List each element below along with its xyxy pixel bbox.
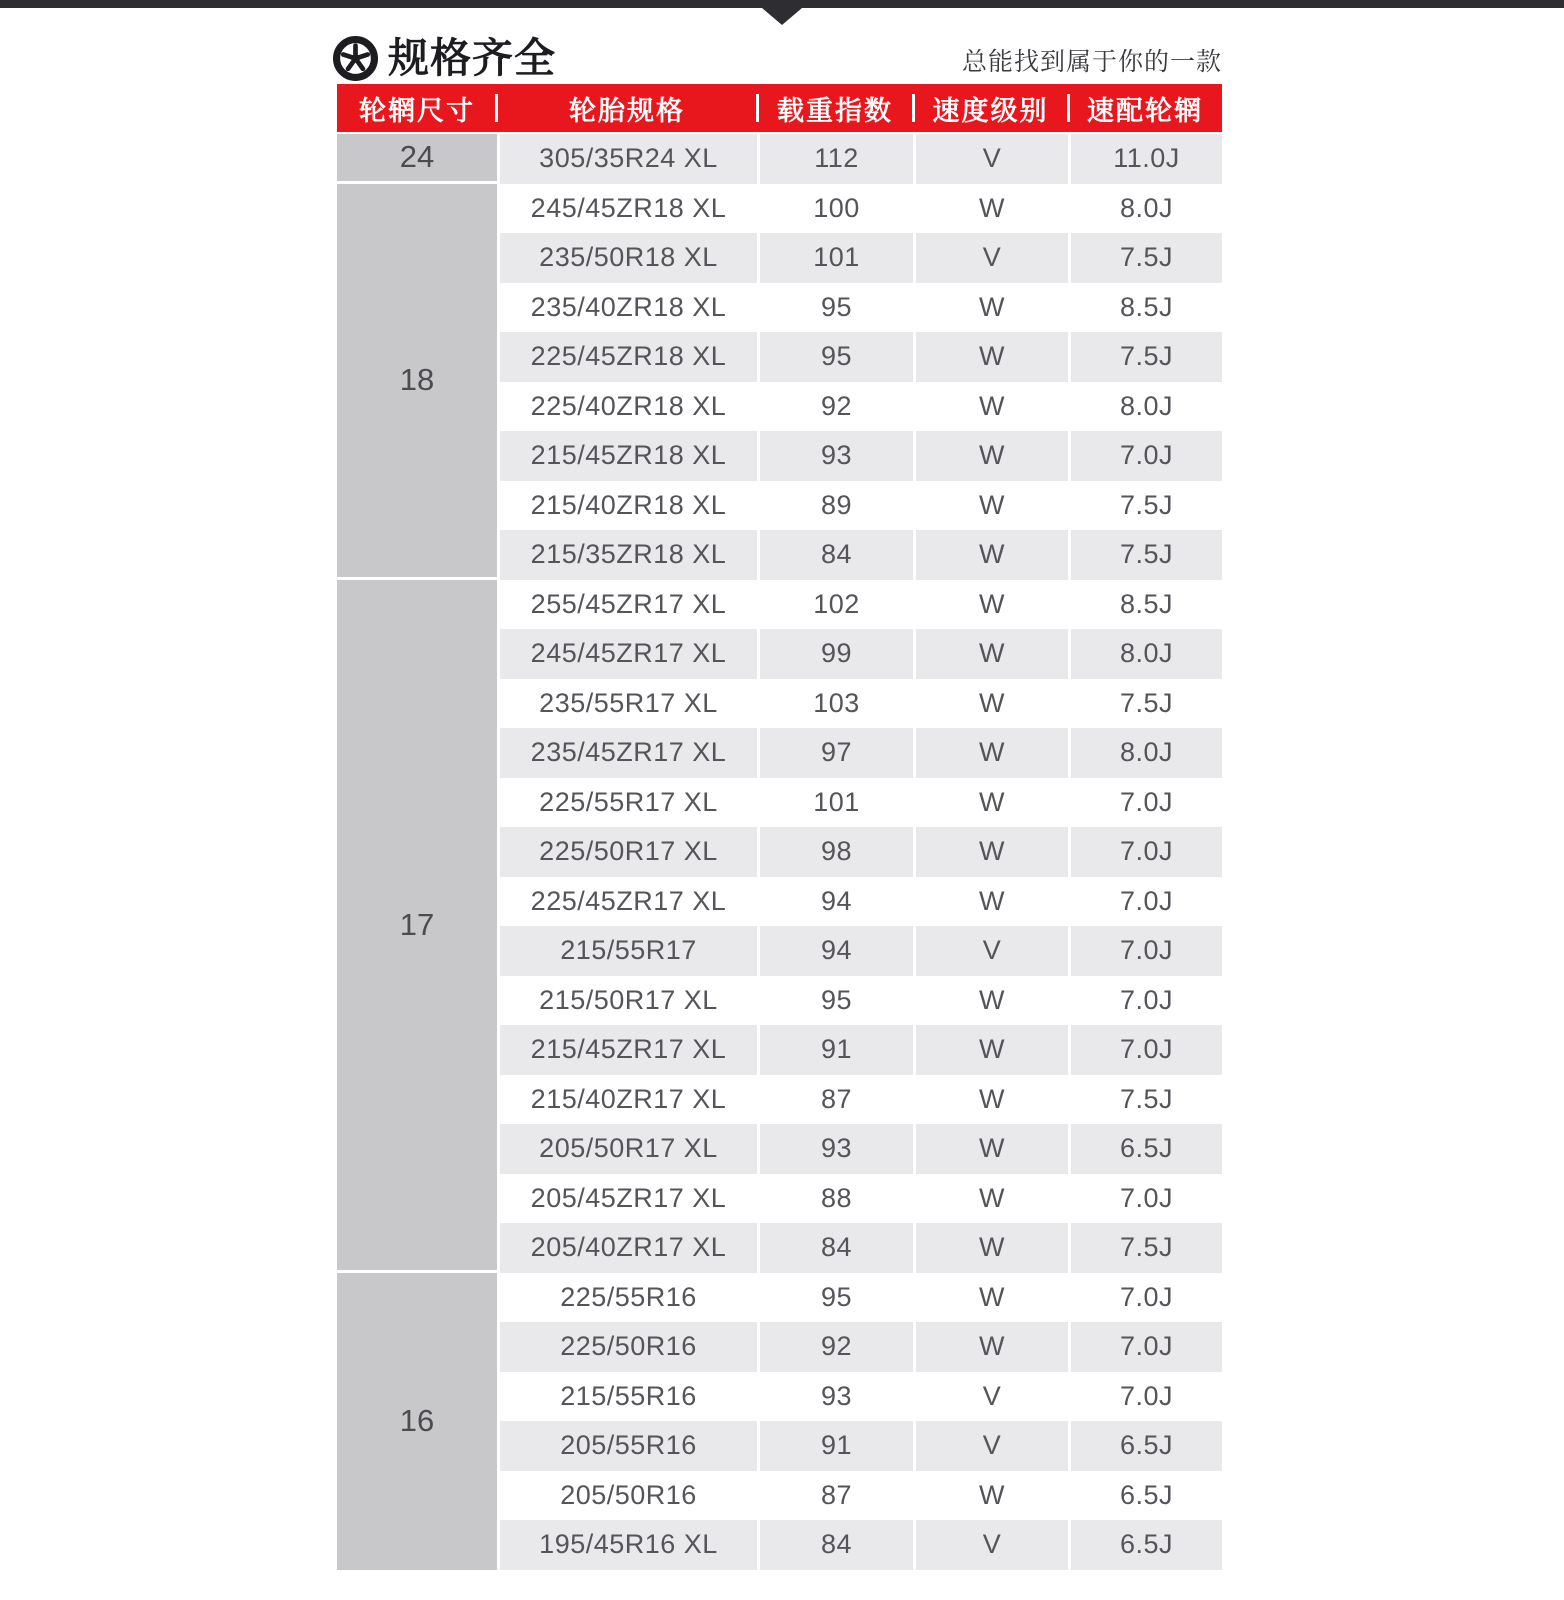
speed-rating-cell: W — [916, 481, 1068, 531]
speed-rating-cell: W — [916, 1322, 1068, 1372]
load-index-cell: 93 — [760, 431, 913, 481]
tire-spec-cell: 215/55R16 — [500, 1372, 757, 1422]
table-row — [500, 1124, 1222, 1174]
rim-size-group-cell — [337, 134, 497, 181]
table-row — [500, 1025, 1222, 1075]
speed-rating-cell: W — [916, 1174, 1068, 1224]
table-row — [500, 1273, 1222, 1323]
rim-width-cell: 7.0J — [1071, 926, 1222, 976]
load-index-cell: 89 — [760, 481, 913, 531]
page-subtitle: 总能找到属于你的一款 — [961, 48, 1222, 76]
speed-rating-cell: W — [916, 283, 1068, 333]
table-rows — [500, 134, 1222, 1570]
tire-spec-cell: 225/50R17 XL — [500, 827, 757, 877]
rim-size-label: 18 — [399, 362, 435, 397]
load-index-cell: 93 — [760, 1124, 913, 1174]
load-index-cell: 84 — [760, 1520, 913, 1570]
load-index-cell: 84 — [760, 530, 913, 580]
tire-spec-cell: 245/45ZR17 XL — [500, 629, 757, 679]
speed-rating-cell: W — [916, 1223, 1068, 1273]
tire-spec-cell: 215/35ZR18 XL — [500, 530, 757, 580]
tire-spec-cell: 235/55R17 XL — [500, 679, 757, 729]
tire-spec-cell: 205/55R16 — [500, 1421, 757, 1471]
table-row — [500, 1322, 1222, 1372]
rim-size-label: 16 — [399, 1403, 435, 1438]
rim-size-label: 24 — [399, 139, 435, 175]
speed-rating-cell: W — [916, 332, 1068, 382]
speed-rating-cell: W — [916, 1273, 1068, 1323]
speed-rating-cell: W — [916, 1471, 1068, 1521]
rim-width-cell: 7.0J — [1071, 1174, 1222, 1224]
load-index-cell: 87 — [760, 1471, 913, 1521]
speed-rating-cell: W — [916, 1124, 1068, 1174]
load-index-cell: 87 — [760, 1075, 913, 1125]
table-row — [500, 1372, 1222, 1422]
table-row — [500, 629, 1222, 679]
table-row — [500, 530, 1222, 580]
column-header-speed-rating: 速度级别 — [932, 95, 1049, 126]
load-index-cell: 94 — [760, 877, 913, 927]
speed-rating-cell: W — [916, 778, 1068, 828]
tire-spec-cell: 225/55R17 XL — [500, 778, 757, 828]
speed-rating-cell: V — [916, 1421, 1068, 1471]
speed-rating-cell: W — [916, 431, 1068, 481]
speed-rating-cell: W — [916, 827, 1068, 877]
spec-table — [337, 84, 1222, 1570]
rim-width-cell: 7.0J — [1071, 1372, 1222, 1422]
load-index-cell: 88 — [760, 1174, 913, 1224]
table-row — [500, 283, 1222, 333]
table-row — [500, 976, 1222, 1026]
wheel-icon — [333, 36, 378, 81]
tire-spec-cell: 305/35R24 XL — [500, 134, 757, 184]
load-index-cell: 95 — [760, 976, 913, 1026]
table-row — [500, 1174, 1222, 1224]
rim-width-cell: 7.5J — [1071, 1223, 1222, 1273]
table-row — [500, 134, 1222, 184]
table-header-row — [337, 84, 1222, 132]
rim-width-cell: 7.5J — [1071, 332, 1222, 382]
column-header-rim-match: 速配轮辋 — [1087, 95, 1203, 126]
load-index-cell: 100 — [760, 184, 913, 234]
tire-spec-cell: 215/45ZR17 XL — [500, 1025, 757, 1075]
speed-rating-cell: W — [916, 580, 1068, 630]
table-row — [500, 1421, 1222, 1471]
rim-width-cell: 7.0J — [1071, 877, 1222, 927]
speed-rating-cell: W — [916, 728, 1068, 778]
tire-spec-cell: 205/45ZR17 XL — [500, 1174, 757, 1224]
load-index-cell: 95 — [760, 332, 913, 382]
table-row — [500, 728, 1222, 778]
table-row — [500, 778, 1222, 828]
table-row — [500, 926, 1222, 976]
tire-spec-cell: 235/45ZR17 XL — [500, 728, 757, 778]
rim-width-cell: 7.0J — [1071, 1025, 1222, 1075]
load-index-cell: 97 — [760, 728, 913, 778]
speed-rating-cell: W — [916, 382, 1068, 432]
tire-spec-cell: 215/45ZR18 XL — [500, 431, 757, 481]
speed-rating-cell: W — [916, 1075, 1068, 1125]
rim-width-cell: 7.0J — [1071, 778, 1222, 828]
tire-spec-cell: 215/50R17 XL — [500, 976, 757, 1026]
rim-width-cell: 8.0J — [1071, 184, 1222, 234]
tire-spec-cell: 225/45ZR18 XL — [500, 332, 757, 382]
rim-width-cell: 7.5J — [1071, 481, 1222, 531]
table-row — [500, 1471, 1222, 1521]
tire-spec-cell: 215/40ZR18 XL — [500, 481, 757, 531]
table-row — [500, 481, 1222, 531]
rim-width-cell: 7.0J — [1071, 827, 1222, 877]
rim-size-group-cell — [337, 580, 497, 1270]
rim-width-cell: 6.5J — [1071, 1421, 1222, 1471]
table-row — [500, 679, 1222, 729]
rim-width-cell: 6.5J — [1071, 1124, 1222, 1174]
rim-width-cell: 8.5J — [1071, 283, 1222, 333]
rim-width-cell: 7.0J — [1071, 431, 1222, 481]
load-index-cell: 84 — [760, 1223, 913, 1273]
table-row — [500, 332, 1222, 382]
rim-width-cell: 8.0J — [1071, 728, 1222, 778]
rim-size-label: 17 — [399, 906, 435, 942]
tire-spec-cell: 235/40ZR18 XL — [500, 283, 757, 333]
rim-size-group-cell — [337, 1273, 497, 1570]
load-index-cell: 101 — [760, 778, 913, 828]
notch-triangle-icon — [762, 8, 802, 25]
table-row — [500, 184, 1222, 234]
speed-rating-cell: V — [916, 1520, 1068, 1570]
speed-rating-cell: V — [916, 233, 1068, 283]
load-index-cell: 92 — [760, 1322, 913, 1372]
speed-rating-cell: W — [916, 679, 1068, 729]
rim-size-group-cell — [337, 184, 497, 577]
table-row — [500, 1520, 1222, 1570]
table-row — [500, 382, 1222, 432]
load-index-cell: 112 — [760, 134, 913, 184]
tire-spec-cell: 235/50R18 XL — [500, 233, 757, 283]
column-header-load-index: 载重指数 — [777, 95, 893, 126]
rim-width-cell: 8.0J — [1071, 629, 1222, 679]
rim-width-cell: 8.5J — [1071, 580, 1222, 630]
tire-spec-cell: 225/40ZR18 XL — [500, 382, 757, 432]
top-bar — [0, 0, 1564, 8]
load-index-cell: 94 — [760, 926, 913, 976]
tire-spec-cell: 205/50R16 — [500, 1471, 757, 1521]
tire-spec-cell: 205/40ZR17 XL — [500, 1223, 757, 1273]
column-header-tire-spec: 轮胎规格 — [569, 95, 685, 126]
table-row — [500, 827, 1222, 877]
rim-width-cell: 7.5J — [1071, 530, 1222, 580]
table-row — [500, 877, 1222, 927]
table-body — [337, 134, 1222, 1570]
load-index-cell: 103 — [760, 679, 913, 729]
header-divider — [495, 94, 498, 122]
page-title: 规格齐全 — [388, 35, 556, 81]
speed-rating-cell: W — [916, 877, 1068, 927]
rim-width-cell: 6.5J — [1071, 1520, 1222, 1570]
load-index-cell: 99 — [760, 629, 913, 679]
load-index-cell: 102 — [760, 580, 913, 630]
rim-width-cell: 6.5J — [1071, 1471, 1222, 1521]
speed-rating-cell: W — [916, 1025, 1068, 1075]
rim-width-cell: 7.0J — [1071, 1322, 1222, 1372]
speed-rating-cell: W — [916, 530, 1068, 580]
rim-size-column — [337, 134, 497, 1570]
tire-spec-cell: 215/55R17 — [500, 926, 757, 976]
tire-spec-cell: 225/55R16 — [500, 1273, 757, 1323]
table-row — [500, 1223, 1222, 1273]
load-index-cell: 92 — [760, 382, 913, 432]
rim-width-cell: 8.0J — [1071, 382, 1222, 432]
speed-rating-cell: V — [916, 1372, 1068, 1422]
tire-spec-cell: 255/45ZR17 XL — [500, 580, 757, 630]
tire-spec-cell: 195/45R16 XL — [500, 1520, 757, 1570]
header-divider — [756, 94, 759, 122]
column-header-rim-size: 轮辋尺寸 — [359, 95, 475, 126]
rim-width-cell: 7.0J — [1071, 1273, 1222, 1323]
speed-rating-cell: W — [916, 184, 1068, 234]
rim-width-cell: 7.0J — [1071, 976, 1222, 1026]
load-index-cell: 98 — [760, 827, 913, 877]
header-divider — [1067, 94, 1070, 122]
rim-width-cell: 7.5J — [1071, 1075, 1222, 1125]
load-index-cell: 91 — [760, 1025, 913, 1075]
table-row — [500, 580, 1222, 630]
tire-spec-cell: 225/50R16 — [500, 1322, 757, 1372]
rim-width-cell: 7.5J — [1071, 233, 1222, 283]
speed-rating-cell: V — [916, 134, 1068, 184]
load-index-cell: 95 — [760, 1273, 913, 1323]
table-row — [500, 431, 1222, 481]
load-index-cell: 93 — [760, 1372, 913, 1422]
header-divider — [912, 94, 915, 122]
table-row — [500, 1075, 1222, 1125]
tire-spec-cell: 215/40ZR17 XL — [500, 1075, 757, 1125]
table-row — [500, 233, 1222, 283]
load-index-cell: 91 — [760, 1421, 913, 1471]
tire-spec-cell: 245/45ZR18 XL — [500, 184, 757, 234]
speed-rating-cell: W — [916, 629, 1068, 679]
speed-rating-cell: W — [916, 976, 1068, 1026]
load-index-cell: 95 — [760, 283, 913, 333]
tire-spec-cell: 225/45ZR17 XL — [500, 877, 757, 927]
rim-width-cell: 11.0J — [1071, 134, 1222, 184]
speed-rating-cell: V — [916, 926, 1068, 976]
rim-width-cell: 7.5J — [1071, 679, 1222, 729]
load-index-cell: 101 — [760, 233, 913, 283]
tire-spec-cell: 205/50R17 XL — [500, 1124, 757, 1174]
